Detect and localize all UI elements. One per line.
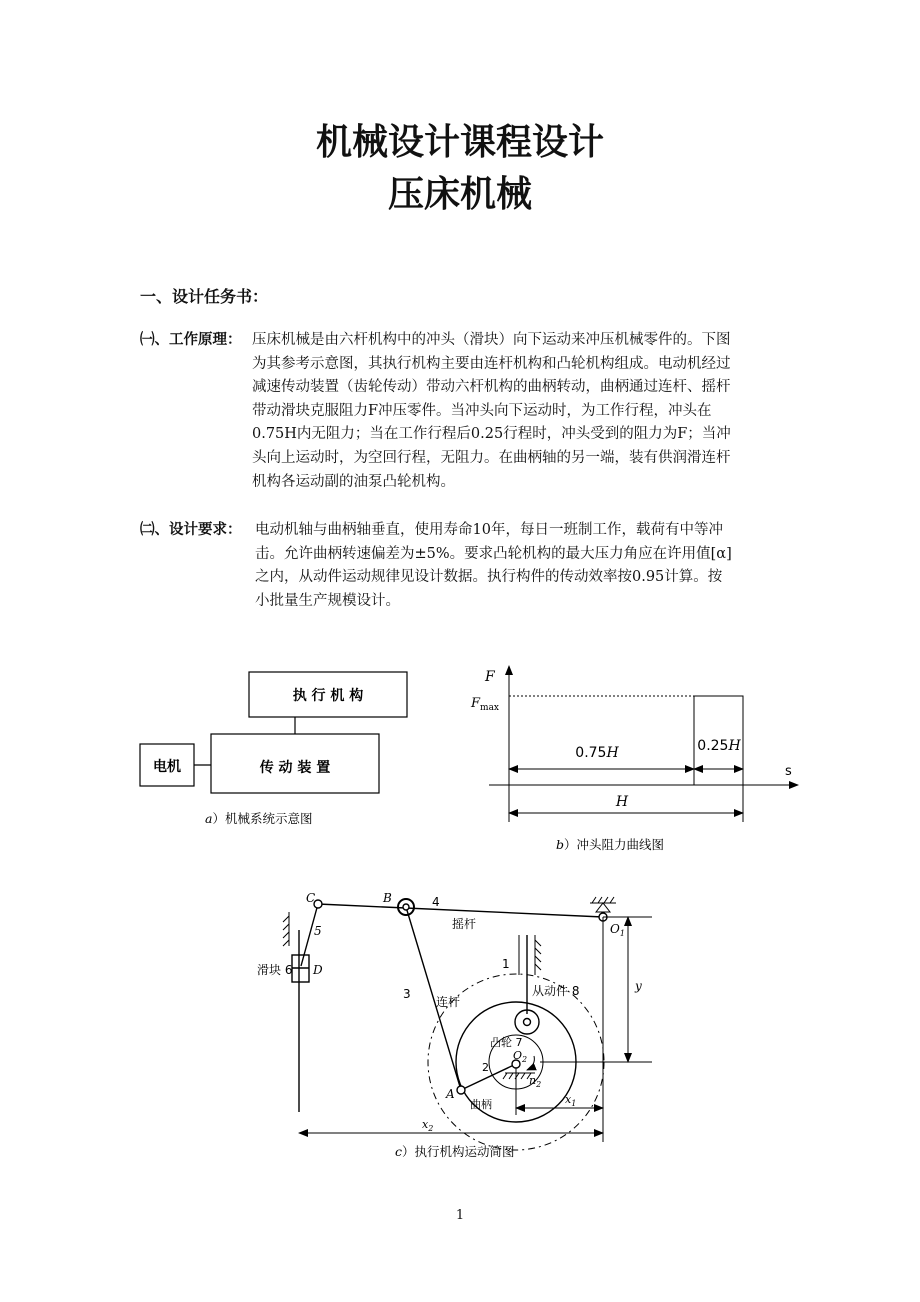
label-3: 3 bbox=[403, 987, 411, 1001]
fmax-label bbox=[470, 696, 499, 713]
y-axis-label: F bbox=[485, 669, 495, 685]
label-o1-base: O bbox=[610, 922, 620, 936]
x-axis-label: s bbox=[785, 764, 792, 779]
stroke-h-label: H bbox=[615, 794, 629, 810]
document-subtitle: 压床机械 bbox=[387, 174, 532, 215]
seg1-num: 0.75 bbox=[575, 745, 607, 761]
section-heading: 一、设计任务书： bbox=[140, 287, 269, 306]
label-1: 1 bbox=[502, 957, 510, 971]
principle-line: 为其参考示意图，其执行机构主要由连杆机构和凸轮机构组成。电动机经过 bbox=[252, 355, 731, 372]
exec-mechanism-label: 执 行 机 构 bbox=[292, 688, 364, 704]
follower-hatch bbox=[535, 940, 541, 970]
principle-line: 带动滑块克服阻力F冲压零件。当冲头向下运动时，为工作行程，冲头在 bbox=[252, 402, 712, 419]
label-2: 2 bbox=[482, 1061, 489, 1074]
seg2-num: 0.25 bbox=[697, 738, 729, 754]
principle-label: ㈠、工作原理： bbox=[140, 332, 242, 348]
fig-a-caption-letter: a bbox=[205, 811, 213, 826]
label-x1-sub: 1 bbox=[571, 1099, 577, 1108]
fig-c-caption-text: ）执行机构运动简图 bbox=[402, 1144, 515, 1159]
o2-hatch bbox=[503, 1073, 531, 1079]
roller-pin bbox=[524, 1019, 531, 1026]
fmax-sub: max bbox=[480, 703, 500, 713]
requirements-line: 击。允许曲柄转速偏差为±5%。要求凸轮机构的最大压力角应在许用值[α] bbox=[255, 545, 732, 562]
seg2-h: H bbox=[728, 738, 741, 754]
slider-hatch bbox=[283, 916, 289, 946]
fig-c-mechanism bbox=[292, 899, 607, 1150]
requirements-line: 之内，从动件运动规律见设计数据。执行构件的传动效率按0.95计算。按 bbox=[255, 569, 723, 586]
label-5: 5 bbox=[314, 924, 322, 938]
label-d: D bbox=[313, 963, 323, 977]
page-number: 1 bbox=[455, 1208, 465, 1223]
principle-line: 机构各运动副的油泵凸轮机构。 bbox=[252, 473, 455, 490]
label-o1-sub: 1 bbox=[619, 929, 625, 938]
o1-hatch bbox=[592, 897, 614, 903]
label-x1-base: x bbox=[565, 1093, 572, 1106]
label-4: 4 bbox=[432, 895, 440, 909]
label-c: C bbox=[306, 891, 316, 905]
joint-b bbox=[403, 904, 409, 910]
label-slider: 滑块 6 bbox=[257, 963, 293, 977]
fig-a-caption bbox=[205, 811, 312, 826]
label-o1 bbox=[610, 922, 625, 938]
requirements-line: 电动机轴与曲柄轴垂直，使用寿命10年，每日一班制工作，载荷有中等冲 bbox=[255, 522, 723, 538]
fig-c-ground-and-dims bbox=[283, 897, 652, 1142]
label-rocker: 摇杆 bbox=[452, 917, 477, 931]
label-n2-sub: 2 bbox=[536, 1080, 542, 1089]
fig-b-caption-text: ）冲头阻力曲线图 bbox=[564, 837, 665, 852]
motor-label: 电机 bbox=[153, 759, 181, 775]
label-x2-sub: 2 bbox=[428, 1124, 434, 1133]
requirements-label: ㈡、设计要求： bbox=[140, 522, 242, 538]
fmax-base: F bbox=[471, 696, 481, 711]
joint-c bbox=[314, 900, 322, 908]
requirements-line: 小批量生产规模设计。 bbox=[255, 592, 400, 609]
rocker-link bbox=[318, 904, 603, 917]
fig-c-caption-letter: c bbox=[395, 1144, 403, 1159]
label-o2-sub: 2 bbox=[522, 1055, 528, 1064]
principle-line: 0.75H内无阻力；当在工作行程后0.25行程时，冲头受到的阻力为F；当冲 bbox=[252, 426, 731, 443]
fig-c-labels bbox=[257, 891, 642, 1133]
fig-b-resistance-chart bbox=[489, 666, 798, 822]
label-o2 bbox=[513, 1049, 527, 1064]
principle-line: 压床机械是由六杆机构中的冲头（滑块）向下运动来冲压机械零件的。下图 bbox=[252, 332, 731, 348]
joint-a bbox=[457, 1086, 465, 1094]
document-title: 机械设计课程设计 bbox=[315, 122, 604, 163]
transmission-label: 传 动 装 置 bbox=[259, 760, 331, 776]
n2-arrow bbox=[527, 1056, 534, 1070]
seg1-label bbox=[575, 745, 619, 761]
label-o2-base: O bbox=[513, 1049, 523, 1062]
label-x2 bbox=[422, 1118, 433, 1133]
principle-line: 减速传动装置（齿轮传动）带动六杆机构的曲柄转动，曲柄通过连杆、摇杆 bbox=[252, 379, 731, 396]
label-x1 bbox=[565, 1093, 576, 1108]
label-b: B bbox=[383, 891, 392, 905]
fig-b-caption-letter: b bbox=[556, 837, 565, 852]
principle-line: 头向上运动时，为空回行程，无阻力。在曲柄轴的另一端，装有供润滑连杆 bbox=[252, 449, 731, 466]
label-crank: 曲柄 bbox=[470, 1098, 492, 1111]
fig-b-caption bbox=[556, 837, 664, 852]
label-cam: 凸轮 7 bbox=[490, 1036, 523, 1049]
label-a: A bbox=[446, 1087, 455, 1101]
label-x2-base: x bbox=[422, 1118, 429, 1131]
label-rod: 连杆 bbox=[436, 995, 461, 1009]
o1-support bbox=[596, 903, 610, 912]
label-n2-base: n bbox=[529, 1074, 537, 1087]
label-y: y bbox=[635, 979, 642, 993]
fig-a-caption-text: ）机械系统示意图 bbox=[212, 811, 313, 826]
fig-c-caption bbox=[395, 1144, 515, 1159]
label-follower: 从动件 8 bbox=[532, 984, 580, 998]
seg2-label bbox=[697, 738, 741, 754]
seg1-h: H bbox=[606, 745, 619, 761]
